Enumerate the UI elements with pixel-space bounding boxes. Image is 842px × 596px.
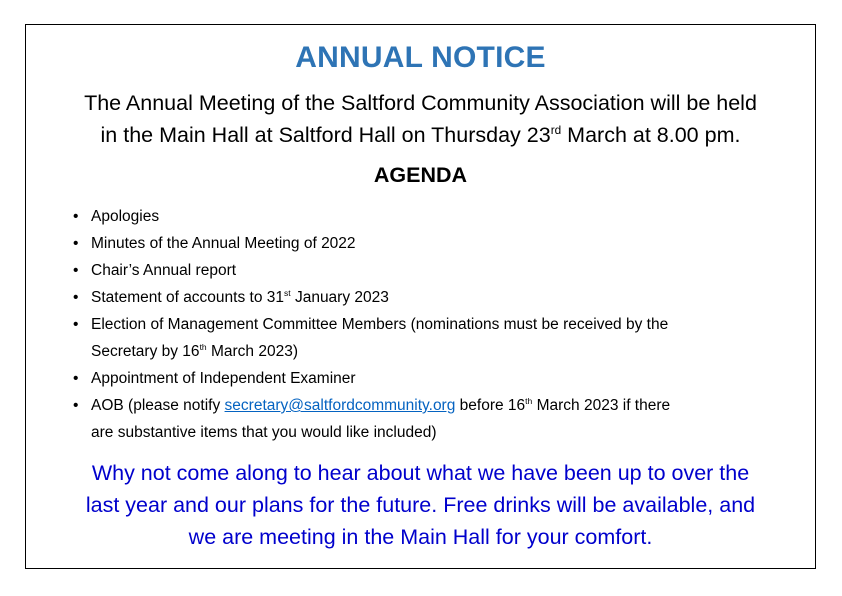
notice-title: ANNUAL NOTICE xyxy=(295,41,546,74)
agenda-item-text: Secretary by 16 xyxy=(91,343,200,360)
agenda-item-text: before 16 xyxy=(455,397,526,414)
agenda-list xyxy=(73,203,793,446)
closing-line-2: last year and our plans for the future. Free drinks will be available, and xyxy=(85,493,756,517)
intro-line-1: The Annual Meeting of the Saltford Community Association will be held xyxy=(84,91,757,115)
closing-message xyxy=(26,457,815,553)
closing-line-1: Why not come along to hear about what we have been up to over the xyxy=(91,461,750,485)
agenda-item-text: Election of Management Committee Members (nominations must be received by the xyxy=(91,316,669,333)
agenda-item-text: Appointment of Independent Examiner xyxy=(91,370,356,387)
intro-line-2-end: March at 8.00 pm. xyxy=(561,123,741,147)
bullet-icon: • xyxy=(73,235,79,252)
agenda-item xyxy=(73,284,793,311)
bullet-icon: • xyxy=(73,289,79,306)
agenda-item-text: January 2023 xyxy=(290,289,389,306)
agenda-item-text: Statement of accounts to 31 xyxy=(91,289,285,306)
bullet-icon: • xyxy=(73,316,79,333)
agenda-heading: AGENDA xyxy=(373,163,468,187)
secretary-email-link[interactable]: secretary@saltfordcommunity.org xyxy=(224,397,456,414)
bullet-icon: • xyxy=(73,370,79,387)
agenda-item xyxy=(73,257,793,284)
agenda-item-text: Chair’s Annual report xyxy=(91,262,237,279)
date-suffix: th xyxy=(525,395,533,406)
agenda-item xyxy=(73,203,793,230)
agenda-item-text: March 2023) xyxy=(206,343,298,360)
agenda-item-text: Minutes of the Annual Meeting of 2022 xyxy=(91,235,356,252)
bullet-icon: • xyxy=(73,397,79,414)
agenda-item-text: Apologies xyxy=(91,208,160,225)
agenda-item xyxy=(73,392,793,446)
agenda-item-text: March 2023 if there xyxy=(532,397,671,414)
notice-intro xyxy=(26,87,815,151)
intro-line-2-start: in the Main Hall at Saltford Hall on Thursday 23 xyxy=(100,123,551,147)
agenda-item xyxy=(73,230,793,257)
notice-frame xyxy=(25,24,816,569)
agenda-item xyxy=(73,365,793,392)
date-suffix: st xyxy=(284,287,291,298)
agenda-item xyxy=(73,311,793,365)
date-suffix: th xyxy=(199,341,207,352)
intro-date-suffix: rd xyxy=(550,122,562,137)
agenda-item-text: AOB (please notify xyxy=(91,397,225,414)
closing-line-3: we are meeting in the Main Hall for your comfort. xyxy=(188,525,653,549)
bullet-icon: • xyxy=(73,262,79,279)
bullet-icon: • xyxy=(73,208,79,225)
agenda-item-text: are substantive items that you would like included) xyxy=(91,424,437,441)
